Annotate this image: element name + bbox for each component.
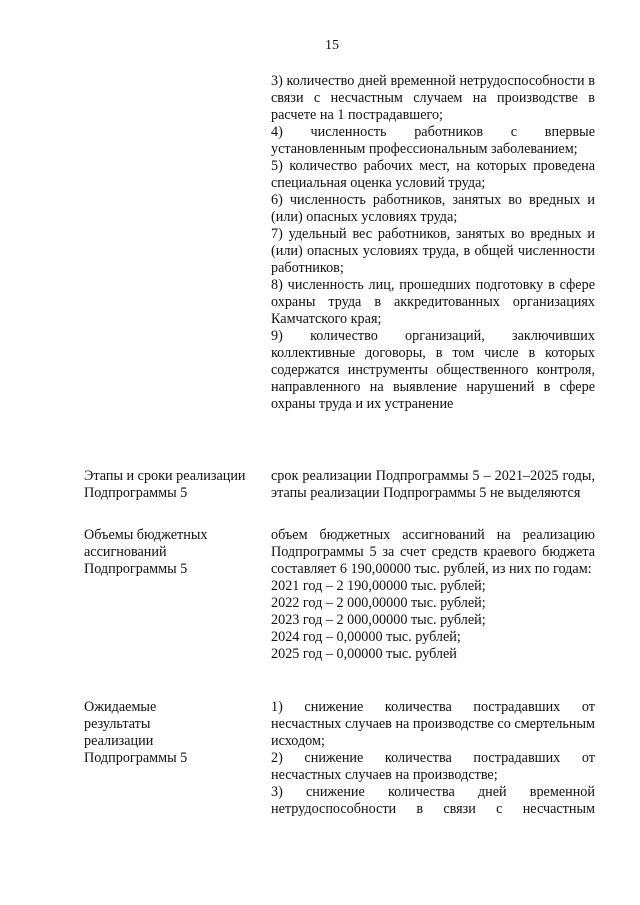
indicator-item: 5) количество рабочих мест, на которых проведена специальная оценка условий труда; bbox=[271, 158, 595, 191]
indicator-item: 7) удельный вес работников, занятых во вредных и (или) опасных условиях труда, в общей численности работников; bbox=[271, 226, 595, 276]
label-line: Подпрограммы 5 bbox=[84, 485, 188, 501]
label-line: Ожидаемые bbox=[84, 699, 157, 715]
stages-text: срок реализации Подпрограммы 5 – 2021–2025 годы, этапы реализации Подпрограммы 5 не выделяются bbox=[271, 468, 595, 501]
budget-year: 2023 год – 2 000,00000 тыс. рублей; bbox=[271, 612, 486, 628]
budget-content bbox=[271, 527, 595, 663]
indicator-item: 8) численность лиц, прошедших подготовку в сфере охраны труда в аккредитованных организациях Камчатского края; bbox=[271, 277, 595, 327]
budget-year: 2022 год – 2 000,00000 тыс. рублей; bbox=[271, 595, 486, 611]
label-line: Подпрограммы 5 bbox=[84, 750, 188, 766]
result-item: 1) снижение количества пострадавших от несчастных случаев на производстве со смертельным исходом; bbox=[271, 699, 595, 749]
page-number: 15 bbox=[325, 38, 339, 53]
result-item: 2) снижение количества пострадавших от несчастных случаев на производстве; bbox=[271, 750, 595, 783]
stages-label bbox=[84, 468, 264, 502]
budget-label bbox=[84, 527, 264, 578]
indicator-item: 6) численность работников, занятых во вредных и (или) опасных условиях труда; bbox=[271, 192, 595, 225]
indicators-list bbox=[271, 73, 595, 413]
budget-year: 2021 год – 2 190,00000 тыс. рублей; bbox=[271, 578, 486, 594]
label-line: Объемы бюджетных bbox=[84, 527, 208, 543]
indicator-item: 3) количество дней временной нетрудоспособности в связи с несчастным случаем на производстве в расчете на 1 пострадавшего; bbox=[271, 73, 595, 123]
indicator-item: 9) количество организаций, заключивших коллективные договоры, в том числе в которых содержатся инструменты общественного контроля, направленного на выявление нарушений в сфере охраны труда и их устранение bbox=[271, 328, 595, 412]
label-line: Этапы и сроки реализации bbox=[84, 468, 246, 484]
label-line: Подпрограммы 5 bbox=[84, 561, 188, 577]
budget-intro: объем бюджетных ассигнований на реализацию Подпрограммы 5 за счет средств краевого бюджета составляет 6 190,00000 тыс. рублей, из них по годам: bbox=[271, 527, 595, 577]
label-line: ассигнований bbox=[84, 544, 167, 560]
result-item: 3) снижение количества дней временной нетрудоспособности в связи с несчастным bbox=[271, 784, 595, 817]
budget-year: 2025 год – 0,00000 тыс. рублей bbox=[271, 646, 457, 662]
results-label bbox=[84, 699, 264, 767]
label-line: реализации bbox=[84, 733, 154, 749]
label-line: результаты bbox=[84, 716, 151, 732]
indicator-item: 4) численность работников с впервые установленным профессиональным заболеванием; bbox=[271, 124, 595, 157]
budget-year: 2024 год – 0,00000 тыс. рублей; bbox=[271, 629, 461, 645]
stages-content bbox=[271, 468, 595, 502]
results-content bbox=[271, 699, 595, 818]
